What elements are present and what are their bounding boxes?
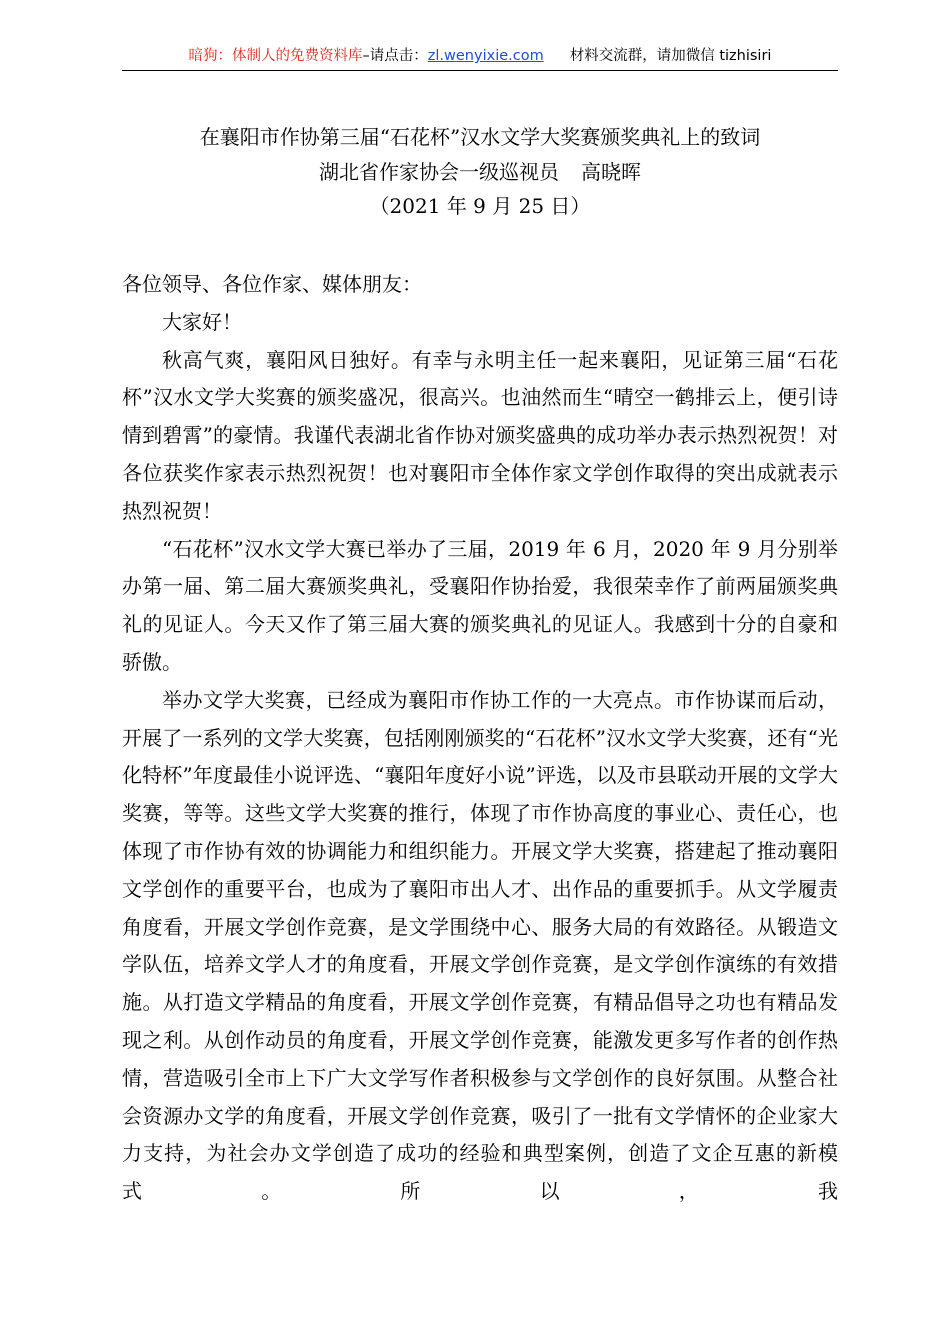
header-brand: 暗狗：体制人的免费资料库 <box>188 48 363 64</box>
header-contact: 材料交流群，请加微信 tizhisiri <box>569 48 772 64</box>
author-name: 高晓晖 <box>581 159 641 184</box>
header-prompt: –请点击： <box>362 48 428 64</box>
page-header <box>122 44 838 71</box>
greeting: 大家好！ <box>162 309 242 334</box>
paragraph: 举办文学大奖赛，已经成为襄阳市作协工作的一大亮点。市作协谋而后动，开展了一系列的文学大奖赛，包括刚刚颁奖的“石花杯”汉水文学大奖赛，还有“光化特杯”年度最佳小说评选、“襄阳年度好小说”评选，以及市县联动开展的文学大奖赛，等等。这些文学大奖赛的推行，体现了市作协高度的事业心、责任心，也体现了市作协有效的协调能力和组织能力。开展文学大奖赛，搭建起了推动襄阳文学创作的重要平台，也成为了襄阳市出人才、出作品的重要抓手。从文学履责角度看，开展文学创作竞赛，是文学围绕中心、服务大局的有效路径。从锻造文学队伍，培养文学人才的角度看，开展文学创作竞赛，是文学创作演练的有效措施。从打造文学精品的角度看，开展文学创作竞赛，有精品倡导之功也有精品发现之利。从创作动员的角度看，开展文学创作竞赛，能激发更多写作者的创作热情，营造吸引全市上下广大文学写作者积极参与文学创作的良好氛围。从整合社会资源办文学的角度看，开展文学创作竞赛，吸引了一批有文学情怀的企业家大力支持，为社会办文学创造了成功的经验和典型案例，创造了文企互惠的新模式。所以，我 <box>122 687 838 1204</box>
author-line <box>122 155 838 190</box>
salutation: 各位领导、各位作家、媒体朋友： <box>122 272 422 296</box>
author-role: 湖北省作家协会一级巡视员 <box>319 159 559 184</box>
speech-date: （2021 年 9 月 25 日） <box>369 194 591 218</box>
title-block <box>122 120 838 224</box>
speech-body <box>122 266 838 1211</box>
paragraph: “石花杯”汉水文学大赛已举办了三届，2019 年 6 月，2020 年 9 月分别举办第一届、第二届大赛颁奖典礼，受襄阳作协抬爱，我很荣幸作了前两届颁奖典礼的见证人。今天又作了第三届大赛的颁奖典礼的见证人。我感到十分的自豪和骄傲。 <box>122 536 838 674</box>
header-link[interactable]: zl.wenyixie.com <box>427 48 544 64</box>
document-title: 在襄阳市作协第三届“石花杯”汉水文学大奖赛颁奖典礼上的致词 <box>199 125 761 149</box>
paragraph: 秋高气爽，襄阳风日独好。有幸与永明主任一起来襄阳，见证第三届“石花杯”汉水文学大奖赛的颁奖盛况，很高兴。也油然而生“晴空一鹤排云上，便引诗情到碧霄”的豪情。我谨代表湖北省作协对颁奖盛典的成功举办表示热烈祝贺！对各位获奖作家表示热烈祝贺！也对襄阳市全体作家文学创作取得的突出成就表示热烈祝贺！ <box>122 347 838 523</box>
